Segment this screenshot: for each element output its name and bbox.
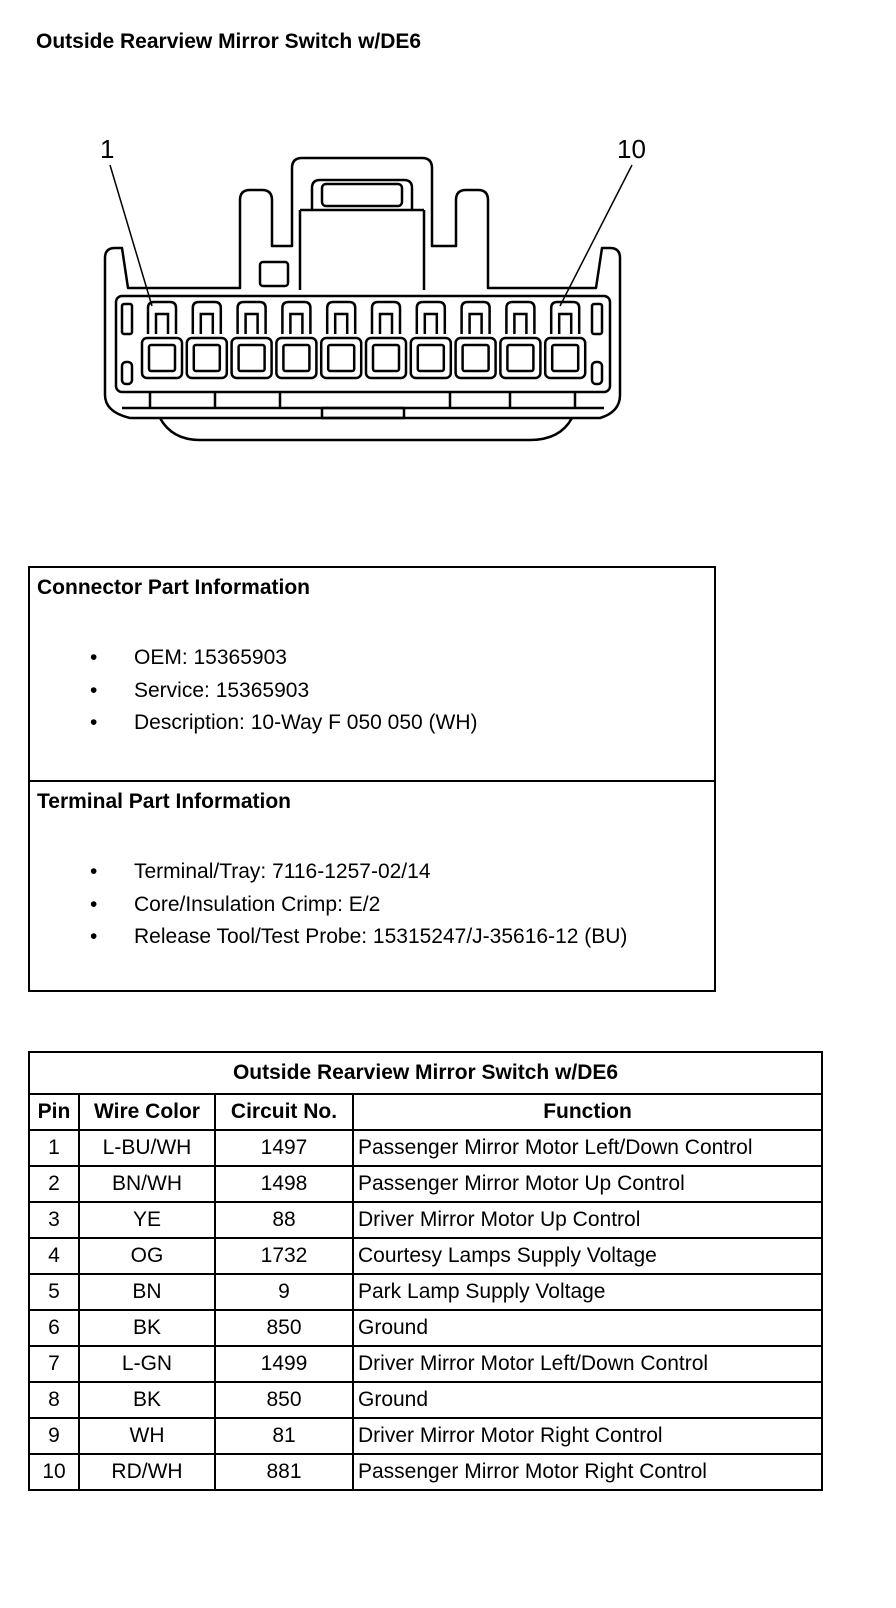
document-title: Outside Rearview Mirror Switch w/DE6	[36, 30, 422, 53]
terminal-cavity-latch	[148, 302, 176, 334]
part-information-box	[28, 566, 716, 992]
table-row	[29, 1238, 822, 1274]
circuit-no-cell: 850	[215, 1382, 353, 1418]
function-cell: Driver Mirror Motor Left/Down Control	[353, 1346, 822, 1382]
function-cell: Courtesy Lamps Supply Voltage	[353, 1238, 822, 1274]
terminal-cavity-opening	[149, 345, 175, 371]
pinout-table-header-row	[29, 1094, 822, 1130]
terminal-cavity-latch	[193, 302, 221, 334]
function-cell: Passenger Mirror Motor Up Control	[353, 1166, 822, 1202]
circuit-no-cell: 88	[215, 1202, 353, 1238]
function-cell: Passenger Mirror Motor Right Control	[353, 1454, 822, 1490]
wire-color-cell: BN	[79, 1274, 215, 1310]
pin-cell: 7	[29, 1346, 79, 1382]
pin-1-leader	[110, 165, 152, 306]
table-row	[29, 1166, 822, 1202]
connector-side-slot-right	[592, 304, 602, 334]
table-row	[29, 1310, 822, 1346]
circuit-no-cell: 81	[215, 1418, 353, 1454]
wire-color-cell: WH	[79, 1418, 215, 1454]
pin-cell: 3	[29, 1202, 79, 1238]
pin-cell: 10	[29, 1454, 79, 1490]
connector-housing-outline	[105, 158, 620, 418]
terminal-cavity-opening	[283, 345, 309, 371]
wire-color-cell: L-BU/WH	[79, 1130, 215, 1166]
terminal-cavity-opening	[328, 345, 354, 371]
wire-color-cell: BK	[79, 1310, 215, 1346]
table-row	[29, 1418, 822, 1454]
terminal-cavity-opening	[463, 345, 489, 371]
circuit-no-cell: 1497	[215, 1130, 353, 1166]
connector-side-slot-right-lower	[592, 362, 602, 384]
wire-color-cell: BN/WH	[79, 1166, 215, 1202]
function-cell: Driver Mirror Motor Up Control	[353, 1202, 822, 1238]
pin-label-1: 1	[100, 134, 115, 164]
function-cell: Ground	[353, 1382, 822, 1418]
terminal-cavity-latch	[238, 302, 266, 334]
table-row	[29, 1346, 822, 1382]
table-row	[29, 1454, 822, 1490]
pin-cell: 5	[29, 1274, 79, 1310]
connector-latch-window	[322, 184, 402, 206]
wire-color-cell: OG	[79, 1238, 215, 1274]
wire-color-cell: L-GN	[79, 1346, 215, 1382]
pin-cell: 4	[29, 1238, 79, 1274]
circuit-no-cell: 881	[215, 1454, 353, 1490]
header-wire-color: Wire Color	[79, 1094, 215, 1130]
terminal-cavity-latch	[417, 302, 445, 334]
pin-label-10: 10	[617, 134, 646, 164]
circuit-no-cell: 9	[215, 1274, 353, 1310]
connector-bottom-edge	[160, 418, 572, 440]
pin-cell: 8	[29, 1382, 79, 1418]
function-cell: Passenger Mirror Motor Left/Down Control	[353, 1130, 822, 1166]
function-cell: Driver Mirror Motor Right Control	[353, 1418, 822, 1454]
terminal-cavity-latch	[372, 302, 400, 334]
table-row	[29, 1274, 822, 1310]
terminal-cavity-latch	[506, 302, 534, 334]
terminal-part-info-section: Terminal Part Information • Terminal/Tray: 7116-1257-02/14 • Core/Insulation Crimp: E/2 • Release Tool/Test Probe: 15315247/J-35616-12 (BU)	[37, 790, 628, 948]
table-row	[29, 1130, 822, 1166]
terminal-cavity-opening	[239, 345, 265, 371]
terminal-cavity-opening	[552, 345, 578, 371]
terminal-cavity-opening	[194, 345, 220, 371]
circuit-no-cell: 850	[215, 1310, 353, 1346]
function-cell: Ground	[353, 1310, 822, 1346]
terminal-cavity-latch	[327, 302, 355, 334]
terminal-cavity-latch	[462, 302, 490, 334]
connector-face-diagram	[0, 0, 896, 540]
circuit-no-cell: 1499	[215, 1346, 353, 1382]
pin-cell: 1	[29, 1130, 79, 1166]
table-row	[29, 1382, 822, 1418]
terminal-cavity-latch	[282, 302, 310, 334]
pinout-table	[28, 1051, 823, 1491]
wire-color-cell: YE	[79, 1202, 215, 1238]
header-pin: Pin	[29, 1094, 79, 1130]
header-function: Function	[353, 1094, 822, 1130]
terminal-cavity-opening	[373, 345, 399, 371]
header-circuit-no: Circuit No.	[215, 1094, 353, 1130]
pin-cell: 9	[29, 1418, 79, 1454]
terminal-cavity-opening	[418, 345, 444, 371]
function-cell: Park Lamp Supply Voltage	[353, 1274, 822, 1310]
connector-bottom-notch	[322, 408, 404, 418]
circuit-no-cell: 1498	[215, 1166, 353, 1202]
connector-side-slot-left	[122, 304, 132, 334]
terminal-cavity-latch	[551, 302, 579, 334]
circuit-no-cell: 1732	[215, 1238, 353, 1274]
pin-cell: 6	[29, 1310, 79, 1346]
terminal-cavity-opening	[507, 345, 533, 371]
terminal-part-info-heading: Terminal Part Information	[37, 790, 291, 813]
connector-side-slot-left-lower	[122, 362, 132, 384]
connector-key	[260, 262, 288, 286]
connector-part-info-heading: Connector Part Information	[37, 576, 311, 599]
wire-color-cell: RD/WH	[79, 1454, 215, 1490]
pin-cell: 2	[29, 1166, 79, 1202]
connector-part-info-section: Connector Part Information • OEM: 15365903 • Service: 15365903 • Description: 10-Way F 050 050 (WH)	[30, 568, 714, 782]
table-row	[29, 1202, 822, 1238]
wire-color-cell: BK	[79, 1382, 215, 1418]
pinout-table-caption: Outside Rearview Mirror Switch w/DE6	[29, 1052, 822, 1094]
